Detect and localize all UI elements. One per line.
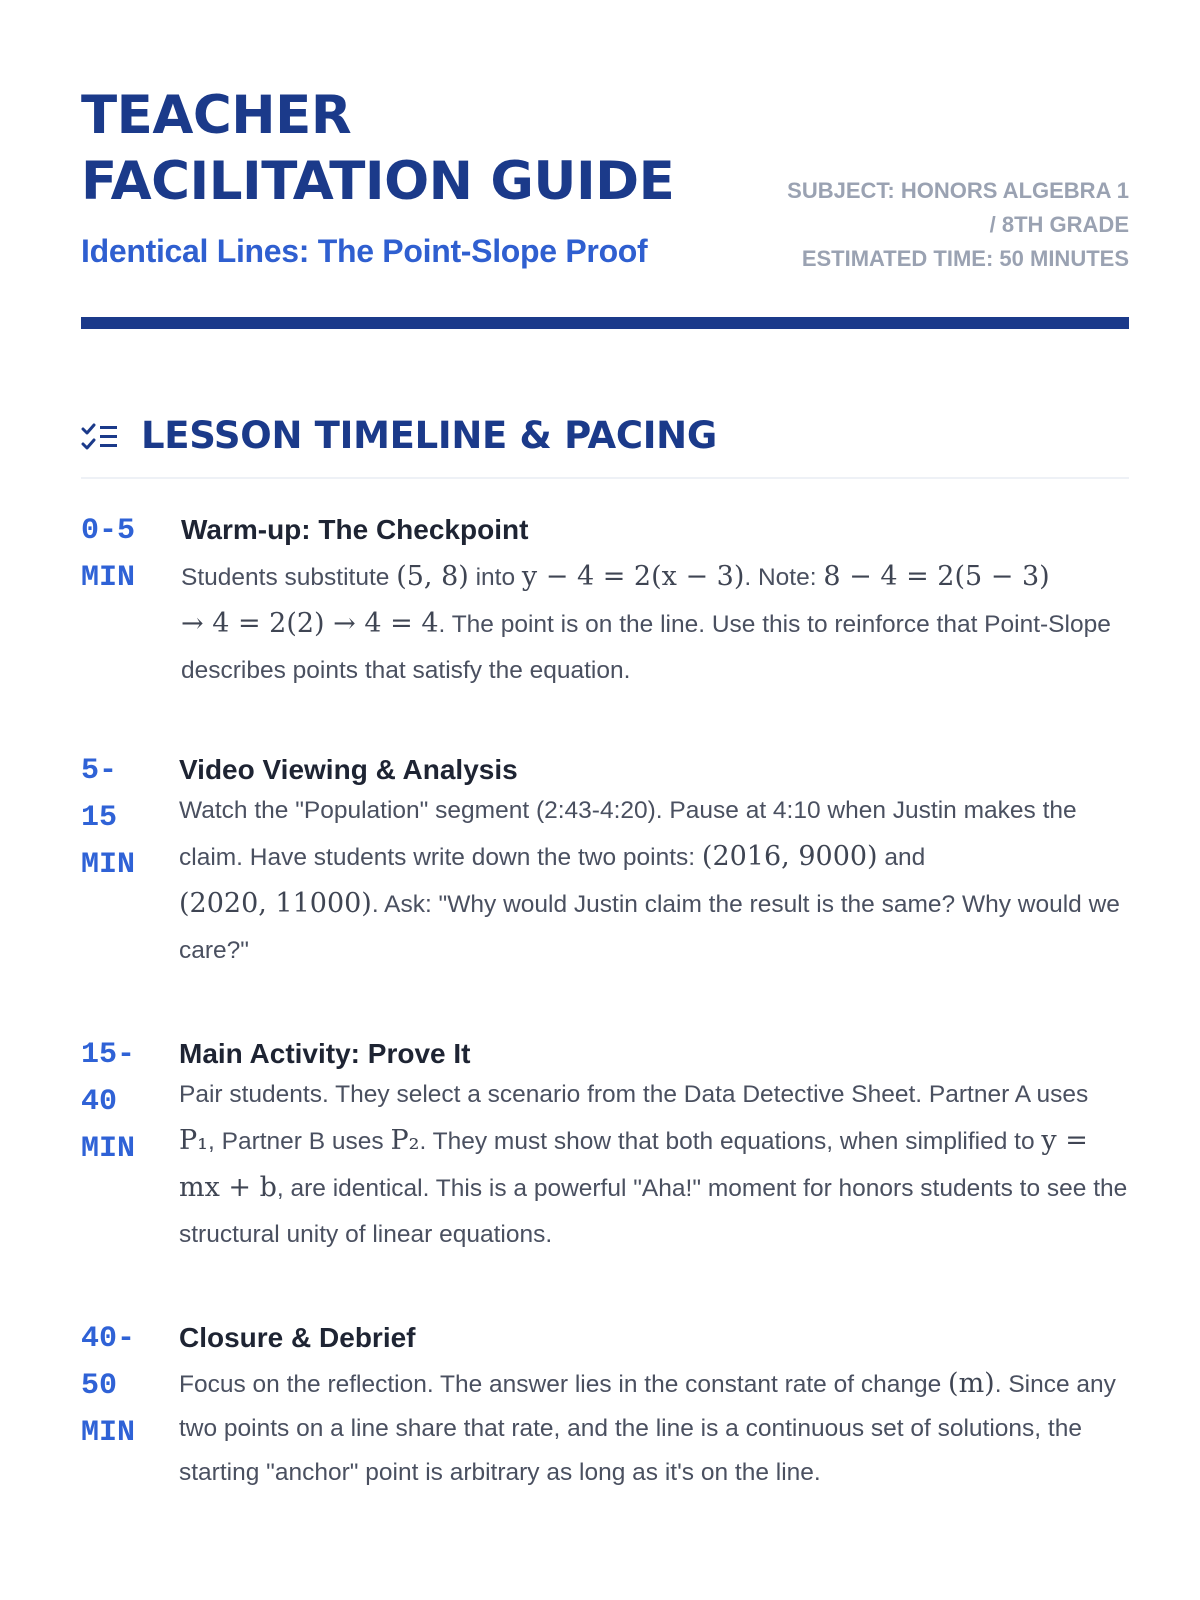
timeline-title: Warm-up: The Checkpoint [181, 514, 529, 545]
meta-time: ESTIMATED TIME: 50 MINUTES [801, 246, 1129, 271]
timeline-body [179, 788, 1129, 974]
body-text: Pair students. They select a scenario from the Data Detective Sheet. Partner A uses [179, 1081, 1089, 1108]
timeline-time: 40- 50 MIN [81, 1322, 136, 1450]
math-result: → 4 = 2(2) → 4 = 4 [181, 608, 439, 639]
timeline-content [179, 1032, 1129, 1258]
timeline-title: Closure & Debrief [179, 1322, 416, 1353]
body-text: , are identical. This is a powerful "Aha!" moment for honors students to see the structural unity of linear equations. [179, 1175, 1128, 1248]
math-substitution: 8 − 4 = 2(5 − 3) [823, 561, 1050, 592]
timeline-body [179, 1362, 1129, 1495]
math-p2: P₂ [390, 1125, 420, 1156]
math-equation: y − 4 = 2(x − 3) [521, 561, 745, 592]
section-title: LESSON TIMELINE & PACING [141, 414, 717, 457]
timeline-content [179, 1316, 1129, 1495]
timeline-content [179, 748, 1129, 974]
checklist-icon [81, 420, 119, 452]
body-text: into [468, 564, 522, 591]
body-text: . Ask: "Why would Justin claim the result is the same? Why would we care?" [179, 891, 1120, 964]
header-divider [81, 317, 1129, 329]
section-divider [81, 477, 1129, 479]
timeline-time: 5- 15 MIN [81, 754, 136, 882]
timeline-time: 0-5 MIN [81, 514, 136, 595]
timeline-body [179, 1072, 1129, 1258]
meta-subject: SUBJECT: HONORS ALGEBRA 1 [787, 178, 1129, 203]
body-text: and [877, 844, 926, 871]
page-title-line-1: TEACHER [81, 85, 352, 146]
math-m: (m) [948, 1368, 995, 1399]
timeline-title: Main Activity: Prove It [179, 1038, 471, 1069]
body-text: Focus on the reflection. The answer lies in the constant rate of change [179, 1371, 949, 1398]
math-slope-intercept: y = mx + b [179, 1125, 1088, 1203]
guide-page [81, 0, 1129, 1600]
meta-grade: / 8TH GRADE [989, 212, 1129, 237]
body-text: . They must show that both equations, when simplified to [419, 1128, 1042, 1155]
body-text: . Since any two points on a line share that rate, and the line is a continuous set of solutions, the starting "anchor" point is arbitrary as long as it's on the line. [179, 1371, 1116, 1486]
body-text: Watch the "Population" segment (2:43-4:20). Pause at 4:10 when Justin makes the claim. Have students write down the two points: [179, 797, 1077, 871]
body-text: Students substitute [181, 564, 397, 591]
lesson-meta [769, 174, 1129, 276]
math-point: (2020, 11000) [179, 888, 372, 919]
body-text: . The point is on the line. Use this to reinforce that Point-Slope describes points that satisfy the equation. [181, 611, 1111, 684]
body-text: , Partner B uses [208, 1128, 391, 1155]
math-point: (2016, 9000) [701, 841, 878, 872]
page-title-line-2: FACILITATION GUIDE [81, 151, 675, 212]
math-p1: P₁ [179, 1125, 208, 1156]
timeline-title: Video Viewing & Analysis [179, 754, 518, 785]
body-text: . Note: [744, 564, 824, 591]
timeline-time: 15- 40 MIN [81, 1038, 136, 1166]
timeline-content [181, 508, 1129, 694]
timeline-body [181, 554, 1129, 694]
header [81, 84, 1129, 284]
page-subtitle: Identical Lines: The Point-Slope Proof [81, 233, 648, 269]
math-point: (5, 8) [396, 561, 469, 592]
